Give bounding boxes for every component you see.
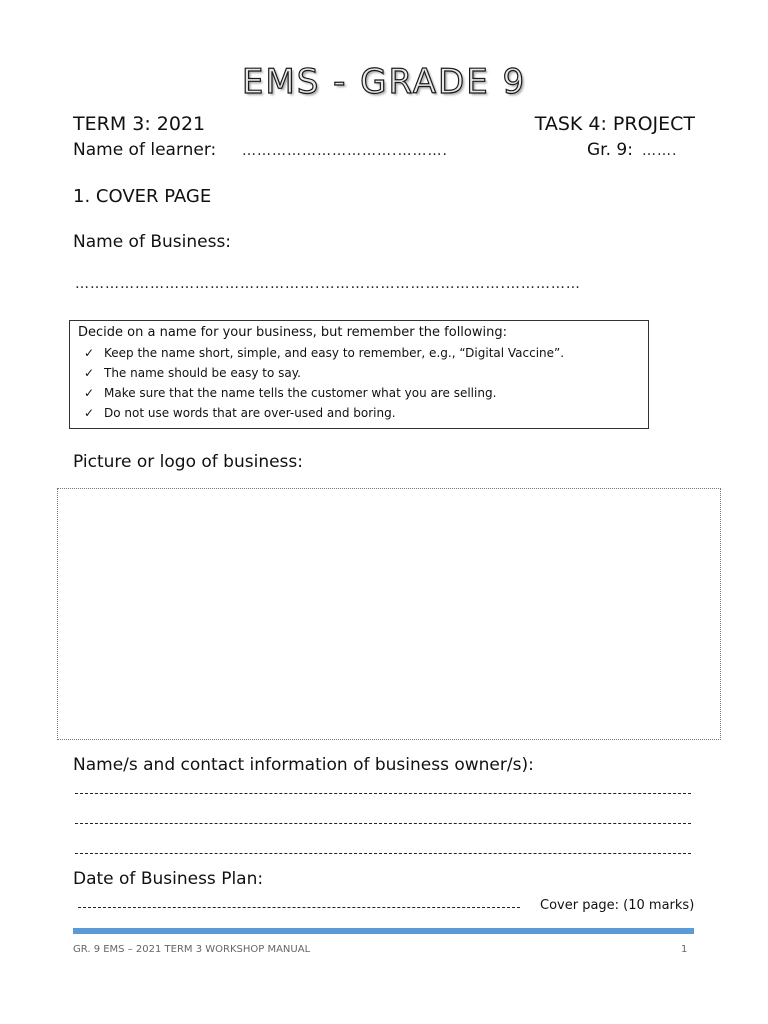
tip-text: The name should be easy to say. [104, 366, 301, 380]
tip-item [84, 363, 640, 383]
checkmark-icon: ✓ [84, 346, 95, 360]
logo-drawing-area[interactable] [57, 488, 721, 740]
tips-heading: Decide on a name for your business, but remember the following: [78, 325, 507, 340]
tip-item [84, 383, 640, 403]
logo-label: Picture or logo of business: [73, 452, 303, 472]
checkmark-icon: ✓ [84, 386, 95, 400]
owners-label: Name/s and contact information of business owner/s): [73, 755, 534, 775]
owners-answer-line[interactable] [75, 793, 691, 794]
learner-label: Name of learner: [73, 140, 217, 160]
tip-item [84, 343, 640, 363]
business-name-label: Name of Business: [73, 232, 232, 252]
document-title: EMS - GRADE 9 [241, 62, 527, 102]
task-label: TASK 4: PROJECT [534, 113, 695, 135]
term-label: TERM 3: 2021 [73, 113, 206, 135]
tip-text: Do not use words that are over-used and boring. [104, 406, 396, 420]
section-heading: 1. COVER PAGE [73, 186, 212, 207]
business-name-blank: ………………………………………….……………………………….…………… [75, 276, 581, 292]
footer-title: GR. 9 EMS – 2021 TERM 3 WORKSHOP MANUAL [73, 944, 311, 955]
owners-answer-line[interactable] [75, 853, 691, 854]
grade-label: Gr. 9: [587, 140, 633, 160]
tip-item [84, 403, 640, 423]
tip-text: Make sure that the name tells the customer what you are selling. [104, 386, 497, 400]
page-number: 1 [681, 944, 688, 955]
footer-rule [73, 928, 694, 934]
date-answer-line[interactable] [78, 907, 520, 908]
owners-answer-line[interactable] [75, 823, 691, 824]
tips-box [69, 320, 649, 429]
marks-label: Cover page: (10 marks) [540, 898, 695, 913]
tip-text: Keep the name short, simple, and easy to remember, e.g., “Digital Vaccine”. [104, 346, 565, 360]
learner-name-blank: ………………………….………. [242, 143, 448, 159]
checkmark-icon: ✓ [84, 406, 95, 420]
grade-blank: ……. [642, 143, 678, 159]
date-label: Date of Business Plan: [73, 869, 264, 889]
checkmark-icon: ✓ [84, 366, 95, 380]
tips-list [78, 343, 640, 423]
